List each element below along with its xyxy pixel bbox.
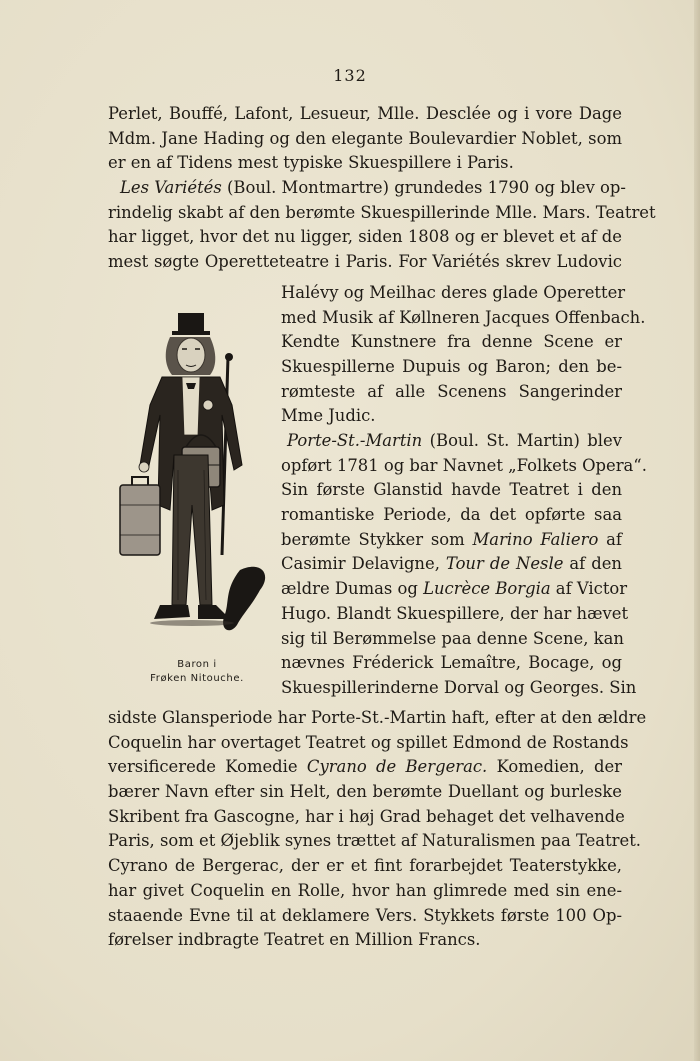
text-line: Skribent fra Gascogne, har i høj Grad behaget det velhavende bbox=[108, 806, 625, 826]
text-line: Cyrano de Bergerac, der er et fint forarbejdet Teaterstykke, bbox=[108, 856, 622, 876]
text-line: førelser indbragte Teatret en Million Francs. bbox=[108, 930, 481, 950]
figure-caption-line2: Frøken Nitouche. bbox=[150, 673, 244, 684]
text-column-right bbox=[281, 281, 647, 701]
play-title: Marino Faliero bbox=[472, 529, 599, 549]
theatre-name-porte: Porte-St.-Martin bbox=[287, 431, 423, 451]
text-line: mest søgte Operetteteatre i Paris. For Variétés skrev Ludovic bbox=[108, 252, 622, 272]
text-line: med Musik af Køllneren Jacques Offenbach. bbox=[281, 307, 646, 327]
text-line: er en af Tidens mest typiske Skuespillere i Paris. bbox=[108, 153, 514, 173]
text-fragment: berømte Stykker som bbox=[281, 529, 473, 549]
text-line: Perlet, Bouffé, Lafont, Lesueur, Mlle. Desclée og i vore Dage bbox=[108, 104, 622, 123]
play-title: Lucrèce Borgia bbox=[423, 579, 551, 599]
text-block-top bbox=[108, 102, 656, 275]
text-line: har givet Coquelin en Rolle, hvor han glimrede med sin ene- bbox=[108, 880, 622, 900]
text-line: opført 1781 og bar Navnet „Folkets Opera“. bbox=[281, 455, 647, 475]
text-fragment: (Boul. St. Martin) blev bbox=[422, 431, 622, 451]
page-number: 132 bbox=[333, 66, 367, 85]
text-fragment: Casimir Delavigne, bbox=[281, 554, 446, 574]
play-title: Cyrano de Bergerac. bbox=[306, 757, 488, 777]
text-line: har ligget, hvor det nu ligger, siden 1808 og er blevet et af de bbox=[108, 227, 622, 247]
text-fragment: versificerede Komedie bbox=[108, 757, 307, 777]
text-line: Skuespillerne Dupuis og Baron; den be- bbox=[281, 356, 622, 376]
text-fragment: Komedien, der bbox=[487, 757, 622, 777]
text-fragment: af bbox=[598, 529, 622, 549]
text-fragment: af Victor bbox=[550, 579, 628, 599]
text-line-marino bbox=[281, 528, 622, 553]
text-fragment: af den bbox=[563, 554, 622, 574]
text-line: Hugo. Blandt Skuespillere, der har hævet bbox=[281, 603, 629, 623]
text-line: Paris, som et Øjeblik synes trættet af Naturalismen paa Teatret. bbox=[108, 831, 641, 851]
text-line: staaende Evne til at deklamere Vers. Stykkets første 100 Op- bbox=[108, 905, 622, 925]
text-line-lucrece bbox=[281, 577, 628, 602]
text-line: Sin første Glanstid havde Teatret i den bbox=[281, 480, 622, 500]
text-line: sidste Glansperiode har Porte-St.-Martin haft, efter at den ældre bbox=[108, 708, 647, 727]
illustration-man-top-hat-icon bbox=[112, 305, 272, 645]
text-line: sig til Berømmelse paa denne Scene, kan bbox=[281, 628, 624, 648]
text-line: Mme Judic. bbox=[281, 406, 376, 426]
text-line: Halévy og Meilhac deres glade Operetter bbox=[281, 282, 626, 302]
theatre-name-varietes: Les Variétés bbox=[120, 178, 222, 198]
text-line: Kendte Kunstnere fra denne Scene er bbox=[281, 332, 622, 352]
figure-caption-line1: Baron i bbox=[177, 659, 217, 670]
text-line: nævnes Fréderick Lemaître, Bocage, og bbox=[281, 653, 622, 673]
text-fragment: (Boul. Montmartre) grundedes 1790 og blev op- bbox=[221, 178, 626, 198]
text-fragment: ældre Dumas og bbox=[281, 579, 424, 599]
page-edge bbox=[694, 0, 700, 1061]
text-line: bærer Navn efter sin Helt, den berømte Duellant og burleske bbox=[108, 782, 622, 802]
text-line: Coquelin har overtaget Teatret og spillet Edmond de Rostands bbox=[108, 732, 629, 752]
text-line-porte bbox=[281, 429, 622, 454]
text-line-varietes bbox=[108, 176, 626, 201]
play-title: Tour de Nesle bbox=[445, 554, 564, 574]
text-line: romantiske Periode, da det opførte saa bbox=[281, 505, 622, 525]
text-line: Skuespillerinderne Dorval og Georges. Sin bbox=[281, 677, 637, 697]
text-line: rømteste af alle Scenens Sangerinder bbox=[281, 381, 622, 401]
text-line: rindelig skabt af den berømte Skuespillerinde Mlle. Mars. Teatret bbox=[108, 202, 656, 222]
text-line-tour bbox=[281, 552, 622, 577]
text-block-bottom bbox=[108, 706, 647, 953]
text-line-cyrano bbox=[108, 755, 622, 780]
text-line: Mdm. Jane Hading og den elegante Boulevardier Noblet, som bbox=[108, 128, 622, 148]
